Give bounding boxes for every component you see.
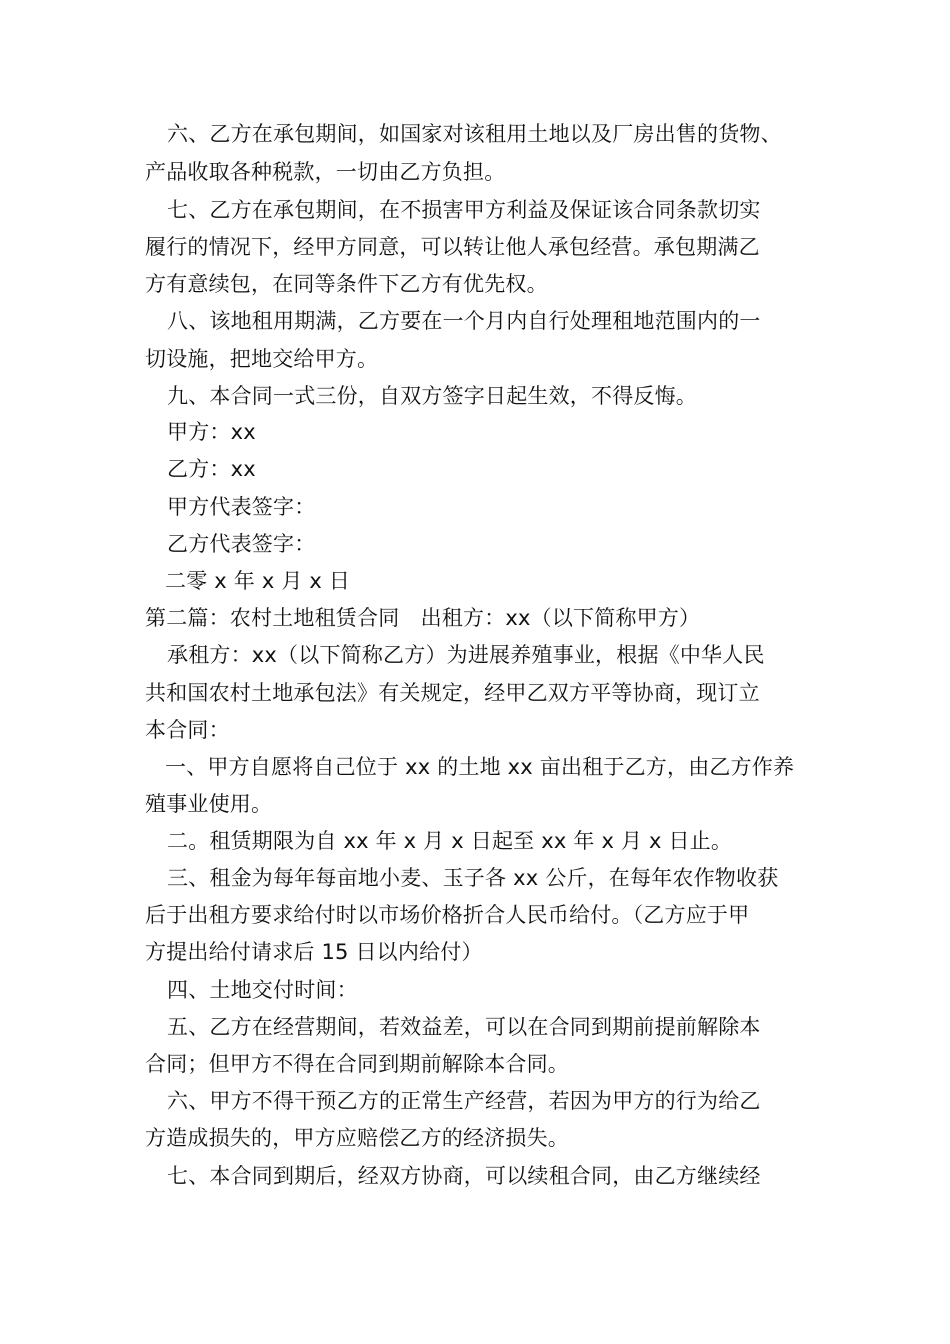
signature-rep-a: 甲方代表签字： (167, 495, 316, 519)
paragraph-line: 五、乙方在经营期间，若效益差，可以在合同到期前提前解除本 (167, 1015, 761, 1039)
paragraph-line: 方造成损失的，甲方应赔偿乙方的经济损失。 (145, 1126, 569, 1150)
signature-date: 二零 x 年 x 月 x 日 (165, 569, 351, 593)
signature-rep-b: 乙方代表签字： (167, 532, 316, 556)
paragraph-line: 产品收取各种税款，一切由乙方负担。 (145, 160, 506, 184)
paragraph-line: 六、甲方不得干预乙方的正常生产经营，若因为甲方的行为给乙 (167, 1089, 761, 1113)
paragraph-line: 后于出租方要求给付时以市场价格折合人民币给付。（乙方应于甲 (145, 903, 750, 927)
section-heading: 第二篇：农村土地租赁合同 出租方：xx（以下简称甲方） (145, 606, 701, 630)
paragraph-line: 七、乙方在承包期间，在不损害甲方利益及保证该合同条款切实 (167, 198, 761, 222)
paragraph-line: 切设施，把地交给甲方。 (145, 347, 379, 371)
paragraph-line: 七、本合同到期后，经双方协商，可以续租合同，由乙方继续经 (167, 1164, 761, 1188)
paragraph-line: 三、租金为每年每亩地小麦、玉子各 xx 公斤，在每年农作物收获 (167, 866, 779, 890)
paragraph-line: 四、土地交付时间： (167, 978, 358, 1002)
paragraph-line: 二。租赁期限为自 xx 年 x 月 x 日起至 xx 年 x 月 x 日止。 (167, 829, 733, 853)
paragraph-line: 本合同： (145, 718, 230, 742)
paragraph-line: 九、本合同一式三份，自双方签字日起生效，不得反悔。 (167, 384, 697, 408)
paragraph-line: 合同；但甲方不得在合同到期前解除本合同。 (145, 1052, 569, 1076)
paragraph-line: 八、该地租用期满，乙方要在一个月内自行处理租地范围内的一 (167, 309, 761, 333)
paragraph-line: 六、乙方在承包期间，如国家对该租用土地以及厂房出售的货物、 (167, 122, 782, 146)
signature-party-b: 乙方：xx (167, 457, 256, 481)
paragraph-line: 承租方：xx（以下简称乙方）为进展养殖事业，根据《中华人民 (167, 643, 765, 667)
paragraph-line: 一、甲方自愿将自己位于 xx 的土地 xx 亩出租于乙方，由乙方作养 (165, 755, 795, 779)
paragraph-line: 履行的情况下，经甲方同意，可以转让他人承包经营。承包期满乙 (145, 235, 760, 259)
paragraph-line: 殖事业使用。 (145, 792, 273, 816)
signature-party-a: 甲方：xx (167, 420, 256, 444)
paragraph-line: 方提出给付请求后 15 日以内给付） (145, 940, 483, 964)
paragraph-line: 方有意续包，在同等条件下乙方有优先权。 (145, 272, 548, 296)
paragraph-line: 共和国农村土地承包法》有关规定，经甲乙双方平等协商，现订立 (145, 681, 760, 705)
